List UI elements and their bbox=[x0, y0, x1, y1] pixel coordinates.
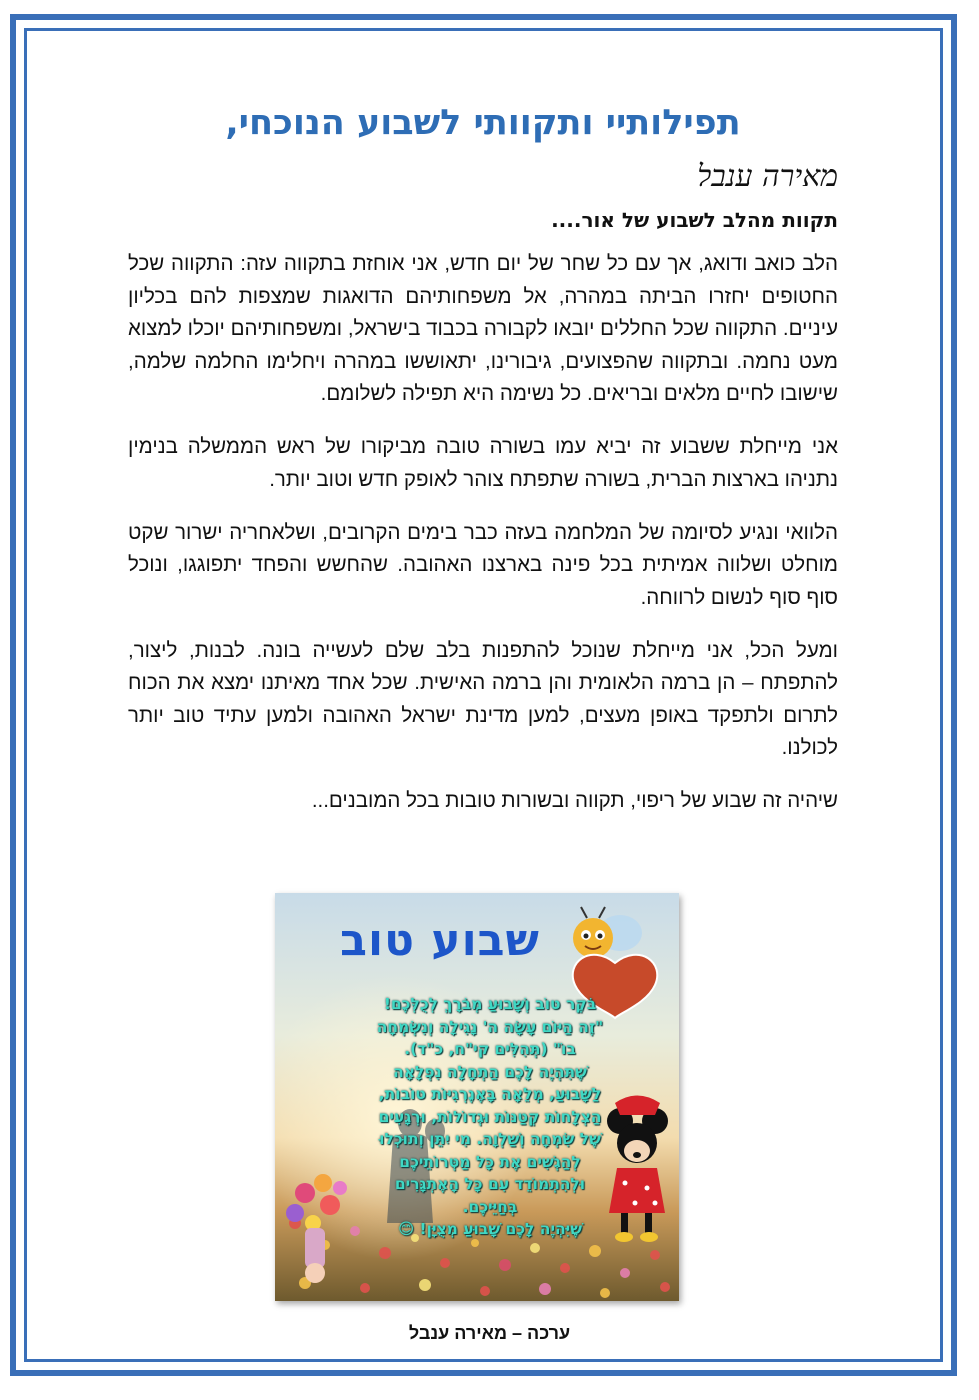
document-title: תפילותיי ותקוותי לשבוע הנוכחי, bbox=[225, 103, 741, 143]
greeting-text bbox=[325, 993, 655, 1241]
paragraph: ומעל הכל, אני מייחלת שנוכל להתפנות בלב שלם לעשייה בונה. לבנות, ליצור, להתפתח – הן ברמה הלאומית והן ברמה האישית. שכל אחד מאיתנו ימצא את הכוח לתרום ולתפקד באופן מעצים, למען מדינת ישראל האהובה ולמען עתיד טוב יותר לכולנו. bbox=[128, 638, 838, 759]
paragraph: הלב כואב ודואג, אך עם כל שחר של יום חדש, אני אוחזת בתקווה עזה: התקווה שכל החטופים יחזרו הביתה במהרה, אל משפחותיהם הדואגות שמצפות להם בכליון עיניים. התקווה שכל החללים יובאו לקבורה בכבוד בישראל, ומשפחותיהם יוכלו למצוא מעט נחמה. ובתקווה שהפצועים, גיבורינו, יתאוששו במהרה ויחלימו החלמה שלמה, שישובו לחיים מלאים ובריאים. כל נשימה היא תפילה לשלומם. bbox=[128, 252, 838, 405]
author-signature: מאירה ענבל bbox=[697, 159, 838, 194]
greeting-line: בֹּקֶר טוֹב וְשָׁבוּעַ מְבֹרָךְ לְכֻלְּכֶם! bbox=[383, 995, 597, 1013]
greeting-line: וּלְהִתְמוֹדֵד עִם כָּל הָאֶתְגָּרִים bbox=[394, 1175, 586, 1193]
paragraph: שיהיה זה שבוע של ריפוי, תקווה ובשורות טובות בכל המובנים... bbox=[311, 789, 838, 812]
paragraph: הלוואי ונגיע לסיומה של המלחמה בעזה כבר בימים הקרובים, ושלאחריה ישרור שקט מוחלט ושלווה אמיתית בכל פינה בארצנו האהובה. שהחשש והפחד יתפוגגו, ונוכל סוף סוף לנשום לרווחה. bbox=[128, 520, 838, 609]
greeting-line: שֶׁל שִׂמְחָה וְשַׁלְוָה. מִי יִתֵּן וְתוּכְלוּ bbox=[379, 1130, 601, 1148]
greeting-line: הַצְלָחוֹת קְטַנּוֹת וּגְדוֹלוֹת, וּרְגָעִים bbox=[378, 1107, 602, 1126]
greeting-card-image bbox=[275, 893, 679, 1301]
document-body bbox=[128, 100, 838, 838]
greeting-line: שֶׁתִּהְיֶה לָכֶם הַתְחָלָה נִפְלָאָה bbox=[393, 1062, 587, 1081]
greeting-line: לַשָּׁבוּעַ, מְלֵאָה בָּאֶנֶרְגִיּוֹת טוֹבוֹת, bbox=[378, 1085, 602, 1103]
greeting-line: בוֹ" (תְּהִלִּים קי"ח, כ"ד). bbox=[404, 1040, 576, 1058]
document-subtitle: תקוות מהלב לשבוע של אור.... bbox=[551, 208, 838, 232]
greeting-line: בְּחַיֵּיכֶם. bbox=[462, 1197, 518, 1216]
greeting-line: שֶׁיִּהְיֶה לָכֶם שָׁבוּעַ מְצֻיָּן! 😊 bbox=[398, 1220, 582, 1238]
greeting-line: לְהַגְשִׁים אֶת כָּל מַטְּרוֹתֵיכֶם bbox=[399, 1152, 581, 1171]
image-caption: ערכה – מאירה ענבל bbox=[408, 1323, 571, 1343]
paragraph: אני מייחלת ששבוע זה יביא עמו בשורה טובה מביקורו של ראש הממשלה בנימין נתניהו בארצות הברית, בשורה שתפתח צוהר לאופק חדש וטוב יותר. bbox=[128, 435, 838, 491]
greeting-line: "זֶה הַיּוֹם עָשָׂה ה' נָגִילָה וְנִשְׂמְחָה bbox=[376, 1017, 604, 1036]
greeting-title: שבוע טוב bbox=[340, 915, 540, 966]
